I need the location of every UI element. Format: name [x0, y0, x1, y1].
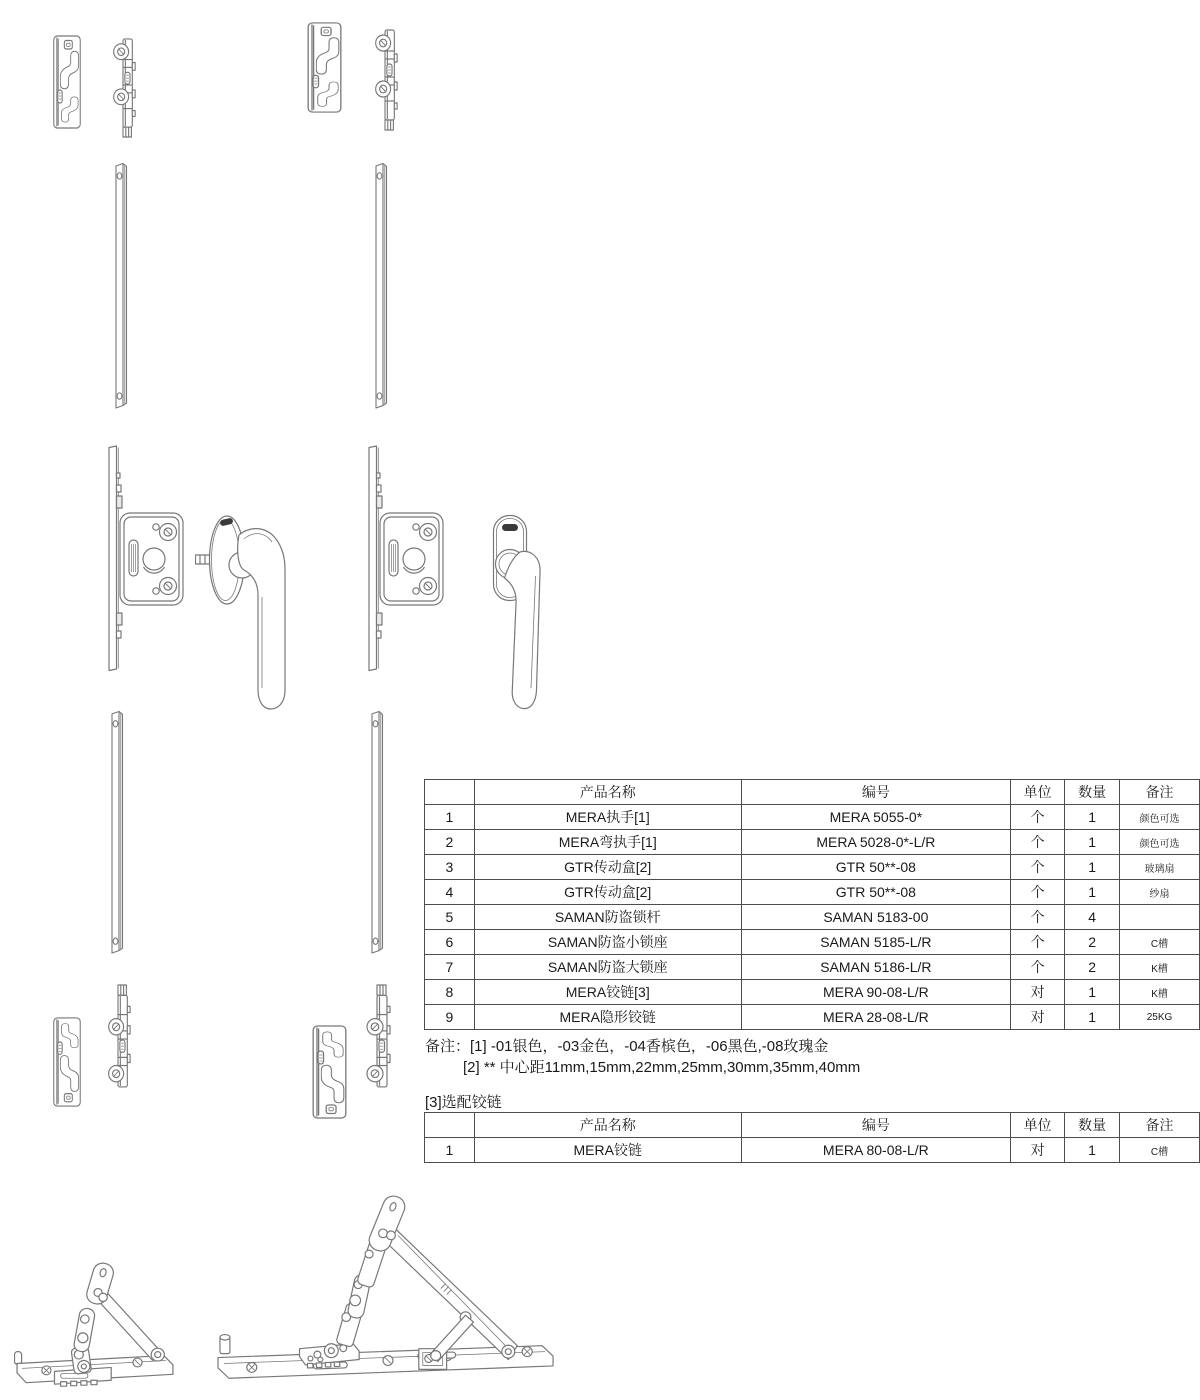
lock-keeper-front-drawing-top-right	[306, 21, 343, 114]
table-row	[425, 905, 1200, 930]
hinge-drawing-large	[214, 1190, 559, 1395]
table-row	[425, 955, 1200, 980]
table-cell: 2	[1065, 930, 1120, 955]
lock-keeper-front-drawing-bottom-left	[52, 1016, 82, 1108]
drive-gearbox-drawing-2	[366, 443, 448, 673]
table-cell: GTR传动盒[2]	[474, 855, 741, 880]
hinge-drawing-small	[14, 1252, 178, 1398]
table-cell: 对	[1011, 1005, 1065, 1030]
table-cell: 1	[425, 805, 475, 830]
column-header: 编号	[741, 1113, 1011, 1138]
optional-parts-table	[424, 1112, 1200, 1163]
column-header	[425, 780, 475, 805]
table-cell: K槽	[1120, 980, 1200, 1005]
column-header: 备注	[1120, 780, 1200, 805]
lock-keeper-side-drawing-top-left	[109, 36, 137, 138]
column-header: 数量	[1065, 780, 1120, 805]
table-cell: GTR传动盒[2]	[474, 880, 741, 905]
table-cell: MERA执手[1]	[474, 805, 741, 830]
table-cell: 颜色可选	[1120, 830, 1200, 855]
table-cell: MERA铰链[3]	[474, 980, 741, 1005]
table-cell: MERA 28-08-L/R	[741, 1005, 1011, 1030]
table-cell: 个	[1011, 805, 1065, 830]
table-cell: 纱扇	[1120, 880, 1200, 905]
table-row	[425, 930, 1200, 955]
table-cell: 颜色可选	[1120, 805, 1200, 830]
table-cell: 个	[1011, 955, 1065, 980]
table-cell: MERA 90-08-L/R	[741, 980, 1011, 1005]
drive-gearbox-drawing-1	[106, 443, 188, 673]
table-cell: 1	[425, 1138, 475, 1163]
table-cell: 1	[1065, 1138, 1120, 1163]
table-cell: K槽	[1120, 955, 1200, 980]
table-cell: 玻璃扇	[1120, 855, 1200, 880]
lock-bar-drawing-1	[112, 161, 130, 411]
table-cell: 7	[425, 955, 475, 980]
table-cell: 个	[1011, 905, 1065, 930]
table-cell: 2	[425, 830, 475, 855]
handle-drawing	[195, 505, 291, 710]
table-cell: 8	[425, 980, 475, 1005]
table-row	[425, 1138, 1200, 1163]
table-cell: 1	[1065, 880, 1120, 905]
header-row	[425, 1113, 1200, 1138]
table-cell: 3	[425, 855, 475, 880]
column-header: 产品名称	[474, 1113, 741, 1138]
table-cell: MERA 5028-0*-L/R	[741, 830, 1011, 855]
table-cell: 1	[1065, 980, 1120, 1005]
table-cell: C槽	[1120, 930, 1200, 955]
note-center-distance: [2] ** 中心距11mm,15mm,22mm,25mm,30mm,35mm,40mm	[463, 1059, 861, 1076]
table-cell: SAMAN防盗小锁座	[474, 930, 741, 955]
parts-table	[424, 779, 1200, 1030]
table-row	[425, 880, 1200, 905]
table-cell	[1120, 905, 1200, 930]
table-cell: 4	[425, 880, 475, 905]
table-row	[425, 855, 1200, 880]
table-cell: GTR 50**-08	[741, 855, 1011, 880]
table-cell: SAMAN防盗锁杆	[474, 905, 741, 930]
table-cell: 2	[1065, 955, 1120, 980]
lock-keeper-front-drawing-top-left	[52, 34, 82, 130]
column-header: 产品名称	[474, 780, 741, 805]
header-row	[425, 780, 1200, 805]
table-row	[425, 830, 1200, 855]
lock-keeper-side-drawing-top-right	[371, 27, 399, 131]
table-cell: 25KG	[1120, 1005, 1200, 1030]
table-cell: 6	[425, 930, 475, 955]
column-header: 数量	[1065, 1113, 1120, 1138]
table-cell: MERA隐形铰链	[474, 1005, 741, 1030]
table-cell: 9	[425, 1005, 475, 1030]
table-cell: SAMAN防盗大锁座	[474, 955, 741, 980]
table-cell: SAMAN 5186-L/R	[741, 955, 1011, 980]
column-header: 备注	[1120, 1113, 1200, 1138]
curved-handle-drawing	[492, 514, 546, 714]
table-row	[425, 980, 1200, 1005]
table-cell: 5	[425, 905, 475, 930]
table-cell: GTR 50**-08	[741, 880, 1011, 905]
table-cell: MERA弯执手[1]	[474, 830, 741, 855]
table-cell: MERA 5055-0*	[741, 805, 1011, 830]
table-cell: MERA 80-08-L/R	[741, 1138, 1011, 1163]
table-cell: 对	[1011, 1138, 1065, 1163]
column-header	[425, 1113, 475, 1138]
table-cell: MERA铰链	[474, 1138, 741, 1163]
table-cell: SAMAN 5185-L/R	[741, 930, 1011, 955]
table-cell: 1	[1065, 1005, 1120, 1030]
table-cell: 1	[1065, 830, 1120, 855]
table-row	[425, 805, 1200, 830]
table-cell: 个	[1011, 830, 1065, 855]
table-cell: 4	[1065, 905, 1120, 930]
column-header: 编号	[741, 780, 1011, 805]
table-cell: SAMAN 5183-00	[741, 905, 1011, 930]
column-header: 单位	[1011, 780, 1065, 805]
table-cell: 个	[1011, 855, 1065, 880]
lock-keeper-side-drawing-bottom-left	[104, 984, 132, 1090]
table-cell: 1	[1065, 805, 1120, 830]
lock-bar-drawing-4	[368, 709, 386, 956]
table-cell: 对	[1011, 980, 1065, 1005]
table-cell: 1	[1065, 855, 1120, 880]
table-cell: 个	[1011, 880, 1065, 905]
table-row	[425, 1005, 1200, 1030]
lock-bar-drawing-3	[108, 709, 126, 956]
lock-bar-drawing-2	[372, 161, 390, 411]
column-header: 单位	[1011, 1113, 1065, 1138]
lock-keeper-side-drawing-bottom-right	[362, 984, 392, 1090]
note-optional-hinge: [3]选配铰链	[425, 1094, 502, 1111]
table-cell: C槽	[1120, 1138, 1200, 1163]
table-cell: 个	[1011, 930, 1065, 955]
note-colors: 备注：[1] -01银色，-03金色，-04香槟色，-06黑色,-08玫瑰金	[425, 1038, 829, 1055]
lock-keeper-front-drawing-bottom-right	[311, 1024, 348, 1120]
